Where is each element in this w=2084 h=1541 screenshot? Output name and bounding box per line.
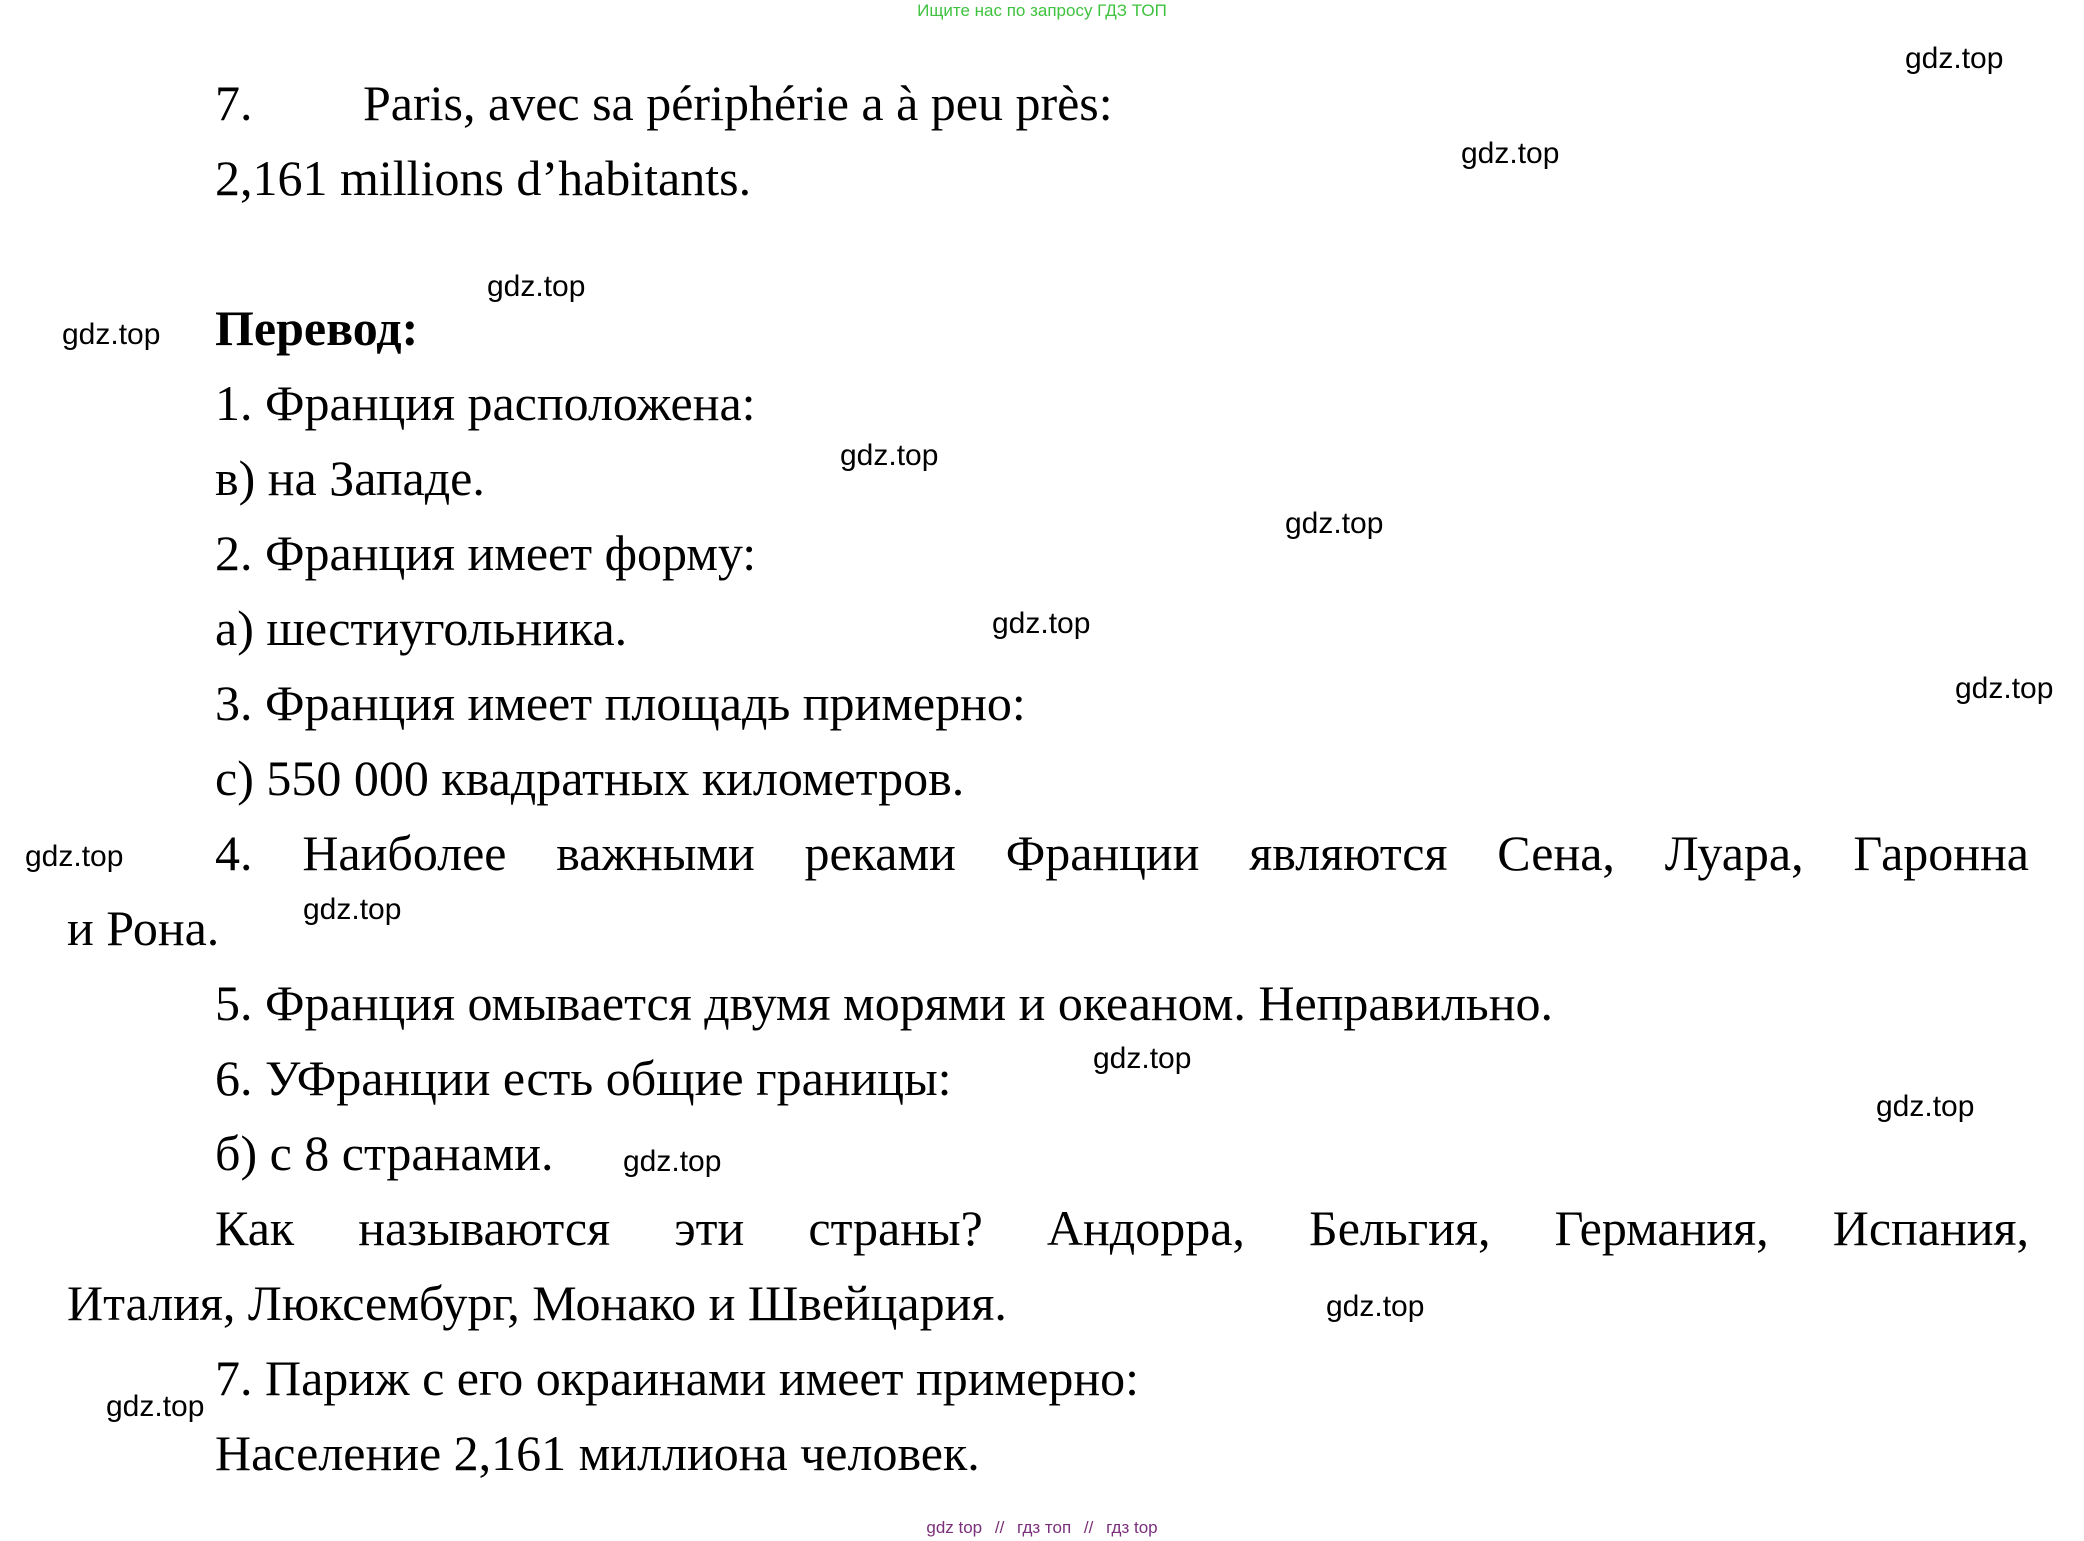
watermark: gdz.top bbox=[1955, 672, 2054, 705]
search-banner: Ищите нас по запросу ГДЗ ТОП bbox=[917, 1, 1167, 20]
watermark: gdz.top bbox=[303, 893, 402, 926]
translation-a2: а) шестиугольника. bbox=[215, 600, 628, 656]
footer-link[interactable]: гдз top bbox=[1106, 1518, 1158, 1537]
watermark: gdz.top bbox=[62, 318, 161, 351]
watermark: gdz.top bbox=[1461, 137, 1560, 170]
watermark: gdz.top bbox=[487, 270, 586, 303]
watermark: gdz.top bbox=[1093, 1042, 1192, 1075]
translation-q6b-continued: Италия, Люксембург, Монако и Швейцария. bbox=[67, 1275, 1007, 1331]
translation-q5: 5. Франция омывается двумя морями и океаном. Неправильно. bbox=[215, 975, 1553, 1031]
french-item-7-number: 7. bbox=[215, 75, 253, 131]
watermark: gdz.top bbox=[25, 840, 124, 873]
footer-link[interactable]: гдз топ bbox=[1017, 1518, 1072, 1537]
footer-link[interactable]: gdz top bbox=[926, 1518, 983, 1537]
translation-heading: Перевод: bbox=[215, 300, 419, 356]
translation-q2: 2. Франция имеет форму: bbox=[215, 525, 757, 581]
watermark: gdz.top bbox=[1285, 507, 1384, 540]
translation-q3: 3. Франция имеет площадь примерно: bbox=[215, 675, 1026, 731]
translation-a3: с) 550 000 квадратных километров. bbox=[215, 750, 965, 806]
watermark: gdz.top bbox=[1326, 1290, 1425, 1323]
watermark: gdz.top bbox=[840, 439, 939, 472]
translation-q4: 4. Наиболее важными реками Франции являются Сена, Луара, Гаронна bbox=[215, 825, 2029, 881]
watermark: gdz.top bbox=[106, 1390, 205, 1423]
translation-q4-continued: и Рона. bbox=[67, 900, 220, 956]
translation-a7: Население 2,161 миллиона человек. bbox=[215, 1425, 980, 1481]
translation-q6: 6. УФранции есть общие границы: bbox=[215, 1050, 952, 1106]
footer-separator: // bbox=[1083, 1518, 1094, 1537]
watermark: gdz.top bbox=[992, 607, 1091, 640]
watermark: gdz.top bbox=[623, 1145, 722, 1178]
footer-separator: // bbox=[994, 1518, 1005, 1537]
translation-a6: б) с 8 странами. bbox=[215, 1125, 554, 1181]
watermark: gdz.top bbox=[1905, 42, 2004, 75]
translation-q7: 7. Париж с его окраинами имеет примерно: bbox=[215, 1350, 1139, 1406]
watermark: gdz.top bbox=[1876, 1090, 1975, 1123]
translation-a1: в) на Западе. bbox=[215, 450, 485, 506]
translation-q1: 1. Франция расположена: bbox=[215, 375, 756, 431]
french-item-7 bbox=[215, 73, 1113, 133]
footer-links bbox=[0, 1517, 2084, 1539]
french-item-7-answer: 2,161 millions d’habitants. bbox=[215, 150, 752, 206]
french-item-7-text: Paris, avec sa périphérie a à peu près: bbox=[363, 75, 1113, 131]
translation-q6b: Как называются эти страны? Андорра, Бельгия, Германия, Испания, bbox=[215, 1200, 2029, 1256]
